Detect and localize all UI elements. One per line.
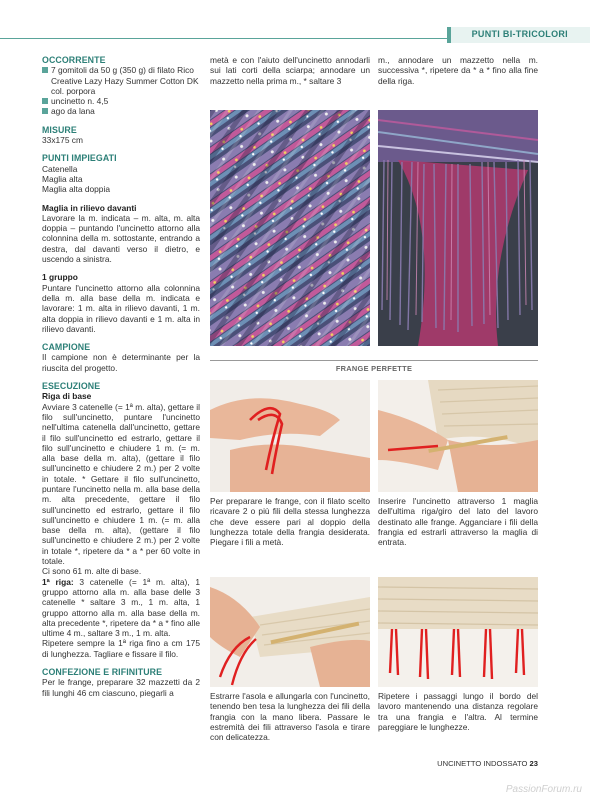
- frange-title: FRANGE PERFETTE: [335, 364, 413, 373]
- list-item: uncinetto n. 4,5: [42, 96, 200, 106]
- esecuzione-heading: ESECUZIONE: [42, 381, 101, 392]
- page-number: 23: [529, 759, 538, 768]
- riga-base-title: Riga di base: [42, 391, 92, 402]
- confezione-heading: CONFEZIONE E RIFINITURE: [42, 667, 163, 678]
- confezione-text-1: Per le frange, preparare 32 mazzetti da 2 fili lunghi 46 cm ciascuno, piegarli a: [42, 677, 200, 698]
- rilievo-title: Maglia in rilievo davanti: [42, 202, 137, 213]
- campione-text: Il campione non è determinante per la riuscita del progetto.: [42, 352, 200, 373]
- occorrente-heading: OCCORRENTE: [42, 55, 106, 65]
- riga1-label: 1ª riga:: [42, 576, 74, 587]
- list-item: Catenella: [42, 163, 78, 174]
- section-title: PUNTI BI-TRICOLORI: [471, 29, 568, 39]
- riga-base-text: Avviare 3 catenelle (= 1ª m. alta), gettare il filo sull'uncinetto, puntare l'uncinetto nell'ultima catenella dall'uncinetto, gettare il filo sull'uncinetto ed estrarlo, gettare il filo sull'uncinetto e chiudere 1 m. (= m. alla base della m. alta), (gettare il filo sull'uncinetto e chiudere 2 m.) per 2 volte in totale. * Gettare il filo sull'uncinetto, puntare l'uncinetto nella m. alla base della m. alta precedente, gettare il filo sull'uncinetto ed estrarlo, gettare il filo sull'uncinetto e chiudere 1 m. (= m. alla base della m. alta), (gettare il filo sull'uncinetto e chiudere 2 m.) per 2 volte in totale *, ripetere da * a * per 60 volte in totale.: [42, 401, 200, 567]
- ripetere-text: Ripetere sempre la 1ª riga fino a cm 175 di lunghezza. Tagliare e fissare il filo.: [42, 638, 200, 659]
- confezione-text-2: metà e con l'aiuto dell'uncinetto annodarli sui lati corti della sciarpa; annodare un mazzetto nella prima m., * saltare 3: [210, 55, 370, 86]
- column-left: [42, 55, 200, 698]
- punti-heading: PUNTI IMPIEGATI: [42, 153, 117, 164]
- bullet-square-icon: [42, 108, 48, 114]
- gruppo-title: 1 gruppo: [42, 272, 78, 283]
- ci-sono-text: Ci sono 61 m. alte di base.: [42, 566, 142, 577]
- riga1-paragraph: [42, 577, 200, 639]
- frange-header: [210, 360, 538, 374]
- step2-caption: Inserire l'uncinetto attraverso 1 maglia dell'ultima riga/giro del lato del lavoro destinato alle frange. Agganciare i fili della frangia ed estrarli attraverso la maglia di entrata.: [378, 496, 538, 548]
- step4-caption: Ripetere i passaggi lungo il bordo del lavoro mantenendo una distanza regolare tra una frangia e l'altra. Al termine pareggiare le lunghezze.: [378, 691, 538, 732]
- list-item: ago da lana: [42, 106, 200, 116]
- step3-photo: [210, 577, 370, 687]
- misure-value: 33x175 cm: [42, 135, 83, 146]
- step1-caption: Per preparare le frange, con il filato scelto ricavare 2 o più fili della stessa lunghezza che deve essere pari al doppio della lunghezza totale della frangia desiderata. Piegare i fili a metà.: [210, 496, 370, 548]
- confezione-text-3: m., annodare un mazzetto nella m. successiva *, ripetere da * a * fino alla fine della riga.: [378, 55, 538, 86]
- riga1-text: 3 catenelle (= 1ª m. alta), 1 gruppo attorno alla m. alla base delle 3 catenelle * saltare 3 m., 1 m. alta, 1 gruppo attorno alla m. alla base della m. alta precedente *, ripetere da * a * fino alle ultime 4 m., saltare 3 m., 1 m. alta.: [42, 576, 201, 639]
- step3-caption: Estrarre l'asola e allungarla con l'uncinetto, tenendo ben tesa la lunghezza dei fili della frangia con la mano libera. Passare le estremità dei fili attraverso l'asola e tirare con delicatezza.: [210, 691, 370, 743]
- fringe-closeup-photo: [378, 110, 538, 346]
- magazine-name: UNCINETTO INDOSSATO: [437, 759, 528, 768]
- list-item: Maglia alta: [42, 173, 83, 184]
- page-footer: [437, 759, 538, 769]
- list-item: Maglia alta doppia: [42, 184, 110, 195]
- gruppo-text: Puntare l'uncinetto attorno alla colonnina della m. alla base della m. indicata e lavorare: 1 m. alta in rilievo davanti, 1 m. alta doppia in rilievo davanti e 1 m. alta in rilievo davanti.: [42, 282, 200, 334]
- misure-heading: MISURE: [42, 124, 77, 135]
- step1-photo: [210, 380, 370, 492]
- campione-heading: CAMPIONE: [42, 342, 91, 353]
- stitch-closeup-photo: [210, 110, 370, 346]
- list-item: 7 gomitoli da 50 g (350 g) di filato Rico Creative Lazy Hazy Summer Cotton DK col. porpora: [42, 65, 200, 96]
- watermark: PassionForum.ru: [505, 783, 582, 795]
- step2-photo: [378, 380, 538, 492]
- rilievo-text: Lavorare la m. indicata – m. alta, m. alta doppia – puntando l'uncinetto attorno alla colonnina della m. sottostante, entrando a destra, dal davanti verso il dietro, e uscendo a sinistra.: [42, 212, 200, 265]
- bullet-square-icon: [42, 98, 48, 104]
- bullet-square-icon: [42, 67, 48, 73]
- step4-photo: [378, 577, 538, 687]
